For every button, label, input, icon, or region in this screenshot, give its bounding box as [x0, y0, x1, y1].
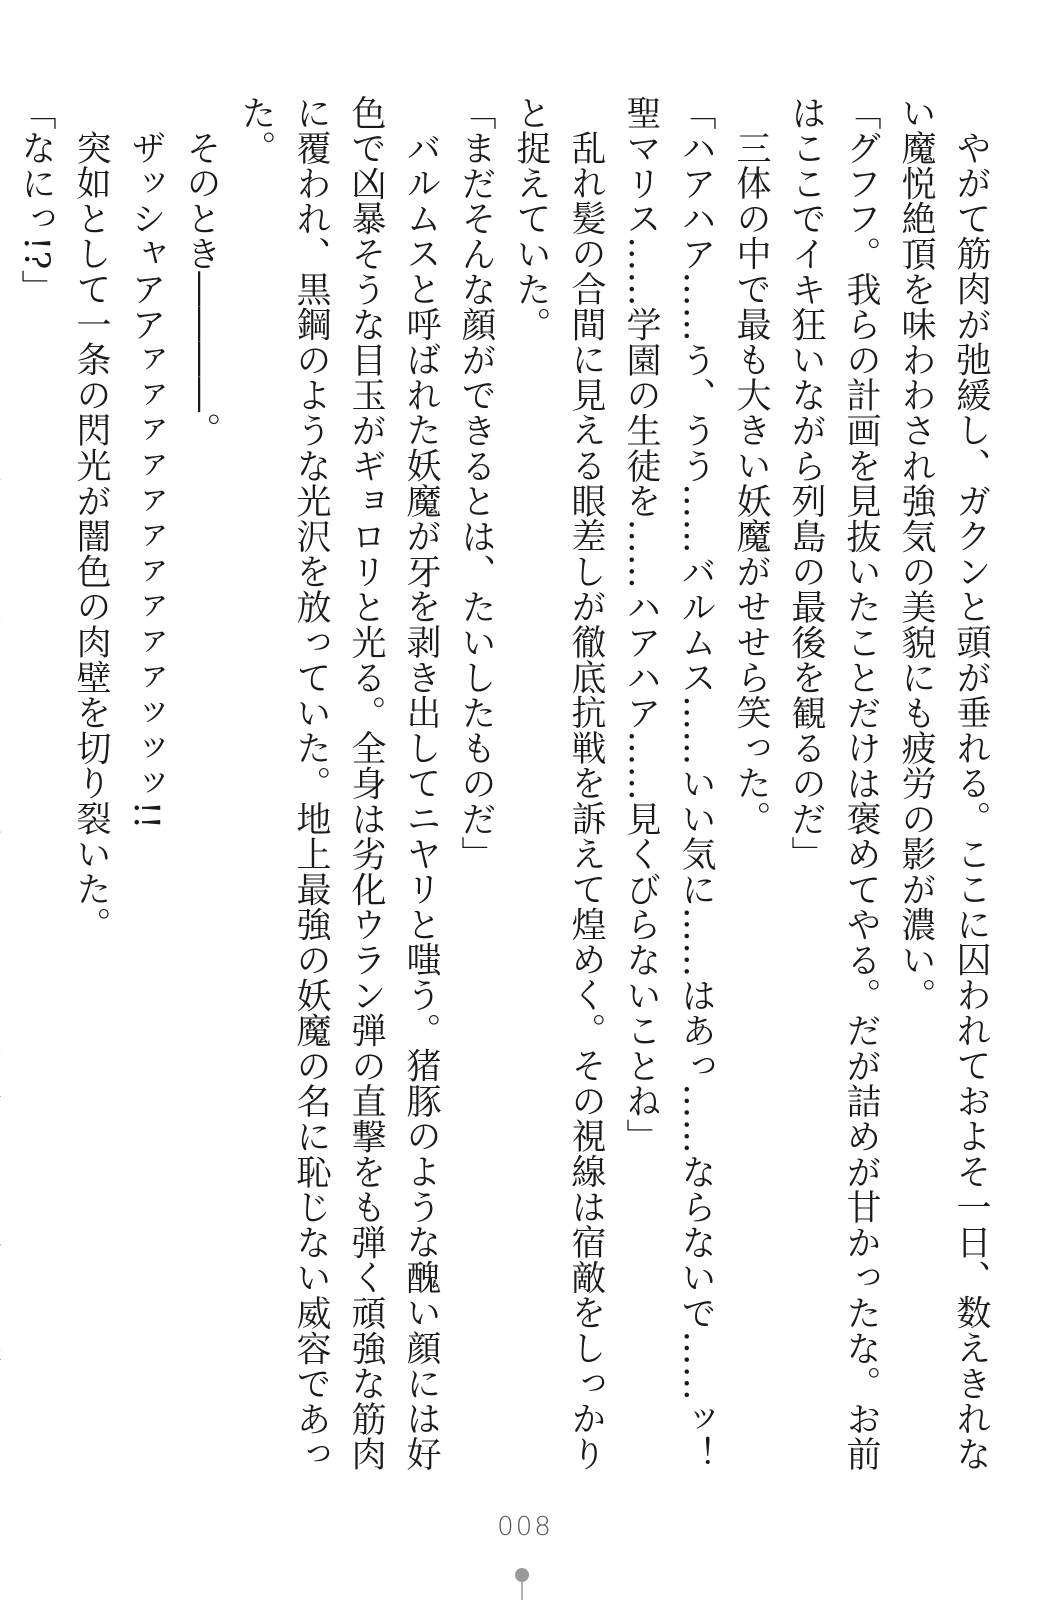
paragraph-3: 三体の中で最も大きい妖魔がせせら笑った。	[731, 130, 771, 836]
page-marker-dot-icon	[515, 1568, 529, 1582]
page-marker-stem	[521, 1582, 523, 1600]
paragraph-2: 「グフフ。我らの計画を見抜いたことだけは褒めてやる。だが詰めが甘かったな。お前はここでイキ狂いながら列島の最後を観るのだ」	[786, 95, 881, 1472]
paragraph-5: 乱れ髪の合間に見える眼差しが徹底抗戦を訴えて煌めく。その視線は宿敵をしっかりと捉えていた。	[511, 95, 606, 1472]
paragraph-4: 「ハアハア……う、うう……バルムス……いい気に……はあっ……ならないで……ッ！聖マリス……学園の生徒を……ハアハア……見くびらないことね」	[621, 95, 716, 1472]
paragraph-12	[0, 95, 8, 1490]
paragraph-11: 「なにっ!?」	[16, 95, 56, 305]
paragraph-9: ザッシャアアァァァァァァァァァァッッッ!!	[126, 130, 166, 830]
paragraph-1: やがて筋肉が弛緩し、ガクンと頭が垂れる。ここに囚われておよそ一日、数えきれない魔悦絶頂を味わわされ強気の美貌にも疲労の影が濃い。	[896, 95, 991, 1472]
vertical-text-body	[16, 95, 998, 1490]
paragraph-7: バルムスと呼ばれた妖魔が牙を剥き出してニヤリと嗤う。猪豚のような醜い顔には好色で凶暴そうな目玉がギョロリと光る。全身は劣化ウラン弾の直撃をも弾く頑強な筋肉に覆われ、黒鋼のような光沢を放っていた。地上最強の妖魔の名に恥じない威容であった。	[236, 95, 441, 1472]
paragraph-8: そのとき――――。	[181, 130, 221, 448]
page-number: 008	[497, 1512, 553, 1542]
paragraph-6: 「まだそんな顔ができるとは、たいしたものだ」	[456, 95, 496, 872]
paragraph-10: 突如として一条の閃光が闇色の肉壁を切り裂いた。	[71, 130, 111, 942]
